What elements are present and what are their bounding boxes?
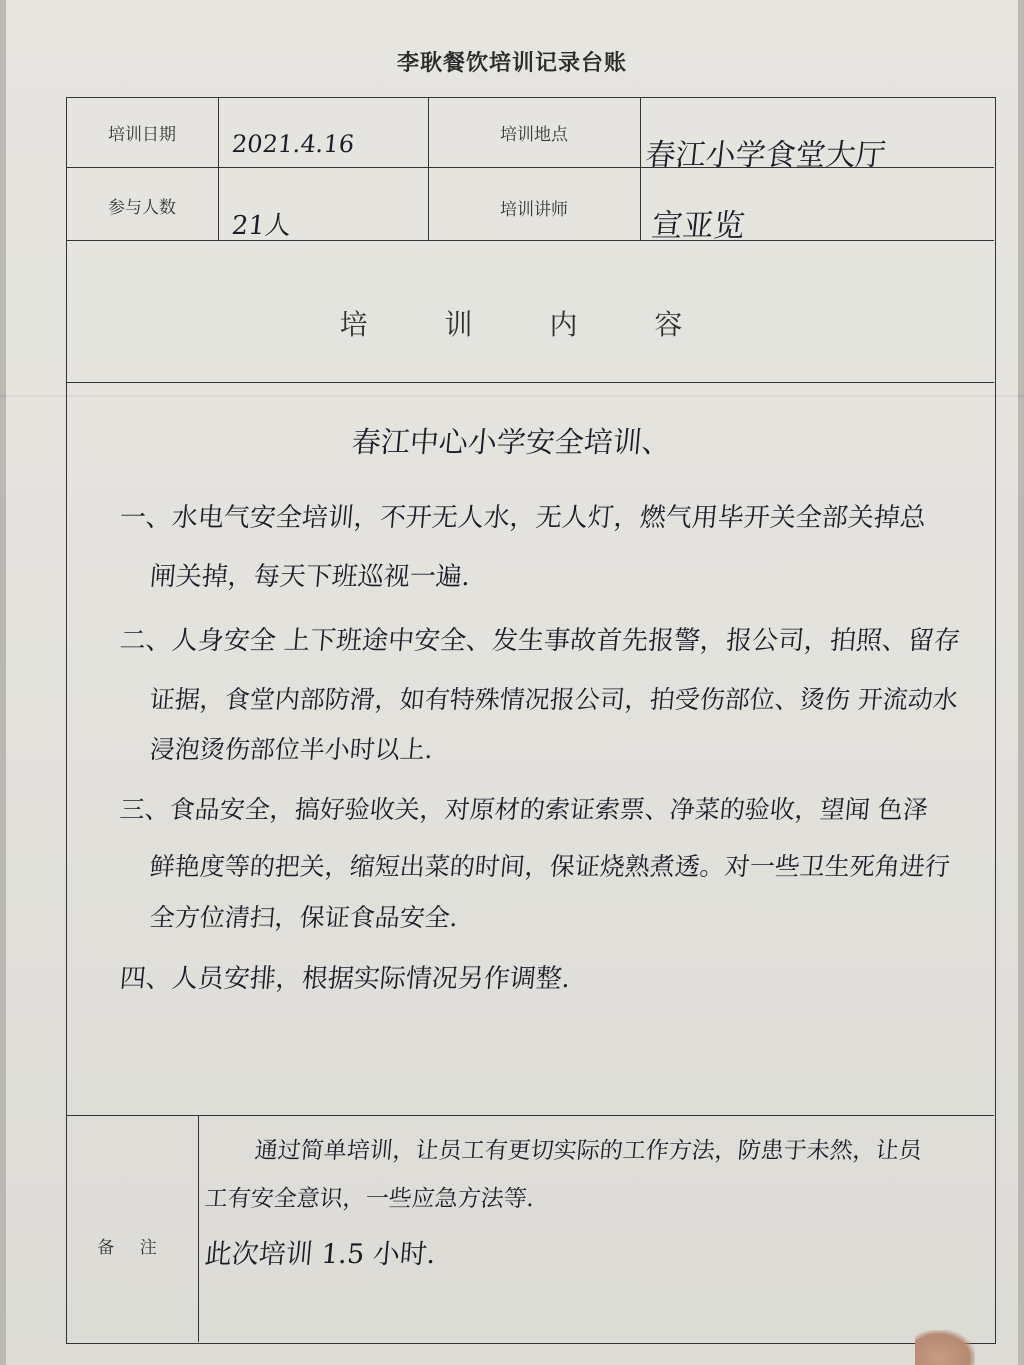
content-line: 二、人身安全 上下班途中安全、发生事故首先报警，报公司，拍照、留存 [118, 626, 962, 656]
content-heading: 培 训 内 容 [339, 308, 717, 341]
content-line: 浸泡烫伤部位半小时以上. [148, 735, 435, 764]
content-line: 四、人员安排，根据实际情况另作调整. [118, 964, 572, 994]
content-line: 证据，食堂内部防滑，如有特殊情况报公司，拍受伤部位、烫伤 开流动水 [148, 685, 960, 714]
attendees-label: 参与人数 [108, 198, 176, 218]
location-label: 培训地点 [500, 125, 568, 145]
content-line: 三、食品安全，搞好验收关，对原材的索证索票、净菜的验收，望闻 色泽 [118, 795, 930, 824]
content-line: 鲜艳度等的把关，缩短出菜的时间，保证烧熟煮透。对一些卫生死角进行 [148, 852, 952, 881]
col-divider [198, 1115, 199, 1342]
row-divider [66, 1115, 994, 1116]
content-line: 春江中心小学安全培训、 [350, 425, 673, 459]
remarks-line: 工有安全意识，一些应急方法等. [203, 1186, 536, 1212]
date-value: 2021.4.16 [230, 130, 356, 158]
content-line: 闸关掉，每天下班巡视一遍. [148, 562, 472, 592]
col-divider [640, 97, 641, 240]
finger-shadow [915, 1330, 975, 1365]
paper-fold [0, 395, 1024, 397]
date-label: 培训日期 [108, 125, 176, 145]
col-divider [218, 97, 219, 240]
content-line: 全方位清扫，保证食品安全. [148, 903, 460, 932]
document-title: 李耿餐饮培训记录台账 [396, 51, 627, 76]
trainer-value: 宣亚览 [649, 208, 747, 244]
trainer-label: 培训讲师 [500, 200, 568, 220]
remarks-line: 此次培训 1.5 小时. [203, 1239, 437, 1270]
location-value: 春江小学食堂大厅 [643, 138, 888, 173]
row-divider [66, 382, 994, 383]
attendees-value: 21人 [230, 211, 293, 241]
remarks-line: 通过简单培训，让员工有更切实际的工作方法，防患于未然，让员 [253, 1138, 923, 1164]
content-line: 一、水电气安全培训，不开无人水，无人灯，燃气用毕开关全部关掉总 [118, 503, 928, 533]
remarks-label: 备 注 [97, 1238, 167, 1258]
row-divider [66, 240, 994, 241]
